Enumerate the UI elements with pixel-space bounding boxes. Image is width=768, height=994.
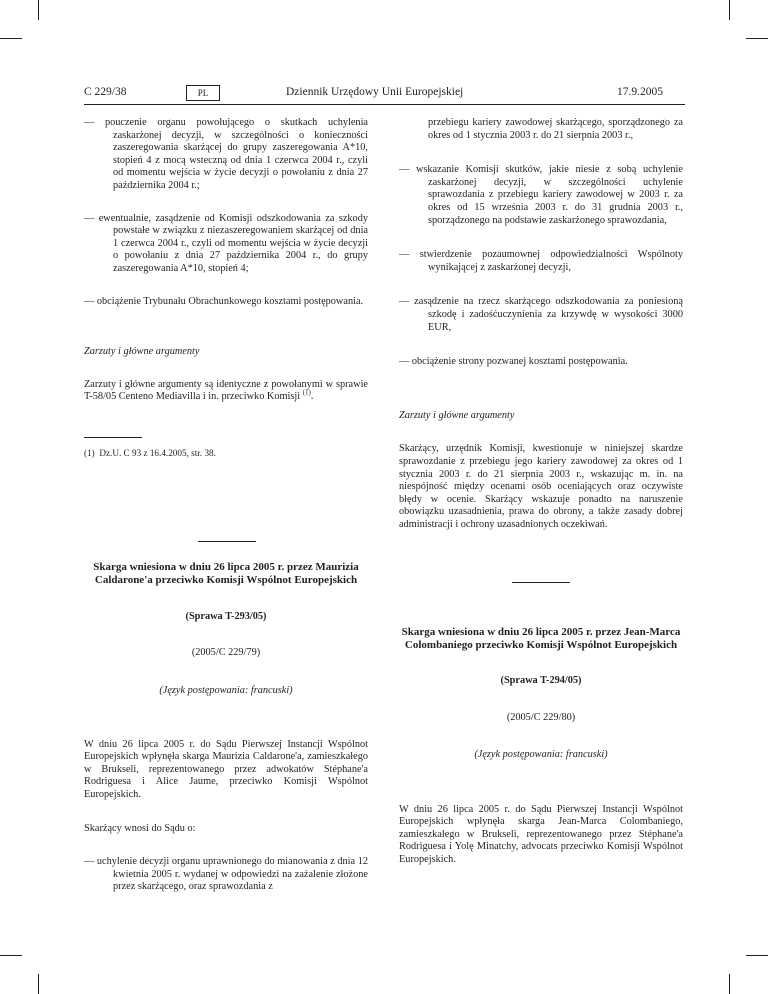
- header-rule: [84, 104, 685, 105]
- footnote-ref: (1): [302, 388, 311, 397]
- right-case: [399, 626, 683, 867]
- case-number: (Sprawa T-294/05): [500, 674, 582, 686]
- crop-mark: [38, 0, 39, 20]
- case-number: (Sprawa T-293/05): [185, 610, 267, 622]
- procedure-language: (Język postępowania: francuski): [159, 685, 293, 696]
- oj-reference: C 229/38: [84, 86, 127, 98]
- footnote-rule: [84, 437, 142, 438]
- claim-item: — zasądzenie na rzecz skarżącego odszkodowania za poniesioną szkodę i zadośćuczynienia za krzywdę w wysokości 3000 EUR,: [399, 296, 683, 333]
- claim-item: — stwierdzenie pozaumownej odpowiedzialności Wspólnoty wynikającej z zaskarżonej decyzji,: [399, 249, 683, 273]
- continued-text: przebiegu kariery zawodowej skarżącego, sporządzonego za okres od 1 stycznia 2003 r. do 21 sierpnia 2003 r.,: [428, 117, 683, 141]
- section-separator: [198, 541, 256, 542]
- pleas-paragraph: Zarzuty i główne argumenty są identyczne z powołanymi w sprawie T-58/05 Centeno Mediavilla i in. przeciwko Komisji $^{(1)}$.: [84, 378, 368, 403]
- claim-item: — obciążenie strony pozwanej kosztami postępowania.: [399, 356, 628, 368]
- crop-mark: [729, 974, 730, 994]
- section-heading: Zarzuty i główne argumenty: [399, 409, 515, 421]
- claim-item: — pouczenie organu powołującego o skutkach uchylenia zaskarżonej decyzji, w szczególności o konieczności zaszeregowania skarżącej do grupy zaszeregowania A*10, stopień 4 z mocą wsteczną od dnia 1 czerwca 2004 r., czyli od momentu wejścia w życie decyzji o powołaniu z dnia 27 października 2004 r.;: [84, 117, 368, 191]
- section-heading: Zarzuty i główne argumenty: [84, 346, 200, 358]
- claim-item: — obciążenie Trybunału Obrachunkowego kosztami postępowania.: [84, 295, 364, 307]
- crop-mark: [38, 974, 39, 994]
- right-column: [399, 117, 683, 531]
- claims-intro: Skarżący wnosi do Sądu o:: [84, 822, 196, 834]
- left-case: [84, 561, 368, 894]
- intro-paragraph: W dniu 26 lipca 2005 r. do Sądu Pierwszej Instancji Wspólnot Europejskich wpłynęła skarga Jean-Marca Colombaniego, zamieszkałego w Brukseli, reprezentowanego przez Stéphane'a Rodriguesa i Yolę Minatchy, advocats przeciwko Komisji Wspólnot Europejskich.: [399, 803, 683, 865]
- footnote-mark: (1): [84, 448, 95, 458]
- crop-mark: [746, 955, 768, 956]
- claim-item: — wskazanie Komisji skutków, jakie niesie z sobą uchylenie zaskarżonej decyzji, w szczególności uchylenie sprawozdania z przebiegu kariery zawodowej w 2003 r. za okres od 15 września 2003 r. do 31 grudnia 2003 r., sporządzonego na podstawie zaskarżonego sprawozdania,: [399, 164, 683, 226]
- pleas-paragraph: Skarżący, urzędnik Komisji, kwestionuje w niniejszej skardze sprawozdanie z przebiegu jego kariery zawodowej za okres od 1 stycznia 2003 r. do 21 sierpnia 2003 r., wskazując m. in. na niespójność między ocenami osób oceniających oraz oczywiste błędy w ocenie. Skarżący wskazuje ponadto na naruszenie obowiązku uzasadnienia, prawa do obrony, a także zasady dobrej administracji i ochrony uzasadnionych oczekiwań.: [399, 443, 683, 530]
- oj-notice-ref: (2005/C 229/79): [191, 647, 261, 659]
- oj-notice-ref: (2005/C 229/80): [506, 712, 576, 724]
- section-separator: [512, 582, 570, 583]
- crop-mark: [746, 38, 768, 39]
- claim-item: — uchylenie decyzji organu uprawnionego do mianowania z dnia 12 kwietnia 2005 r. wydanej w odpowiedzi na zażalenie złożone przez skarżącego, oraz sprawozdania z: [84, 856, 368, 893]
- procedure-language: (Język postępowania: francuski): [474, 749, 608, 760]
- footnote-text: Dz.U. C 93 z 16.4.2005, str. 38.: [99, 448, 216, 458]
- issue-date: 17.9.2005: [617, 86, 663, 98]
- claim-item: — ewentualnie, zasądzenie od Komisji odszkodowania za szkody powstałe w związku z niezaszeregowaniem skarżącej od dnia 1 czerwca 2004 r., czyli od momentu wejścia w życie decyzji o powołaniu z dnia 27 października 2004 r., do grupy zaszeregowania A*10, stopień 4;: [84, 212, 368, 274]
- case-title: Skarga wniesiona w dniu 26 lipca 2005 r. przez Maurizia Caldarone'a przeciwko Komisji Wspólnot Europejskich: [93, 561, 359, 587]
- footnote: [84, 448, 368, 459]
- left-column: [84, 117, 368, 404]
- crop-mark: [729, 0, 730, 20]
- journal-title: Dziennik Urzędowy Unii Europejskiej: [286, 86, 464, 98]
- case-title: Skarga wniesiona w dniu 26 lipca 2005 r. przez Jean-Marca Colombaniego przeciwko Komisji Wspólnot Europejskich: [401, 626, 681, 652]
- crop-mark: [0, 955, 22, 956]
- crop-mark: [0, 38, 22, 39]
- intro-paragraph: W dniu 26 lipca 2005 r. do Sądu Pierwszej Instancji Wspólnot Europejskich wpłynęła skarga Maurizia Caldarone'a, zamieszkałego w Brukseli, reprezentowanego przez adwokatów Stéphane'a Rodriguesa i Alice Jaume, przeciwko Komisji Wspólnot Europejskich.: [84, 738, 368, 800]
- language-badge: PL: [186, 85, 220, 101]
